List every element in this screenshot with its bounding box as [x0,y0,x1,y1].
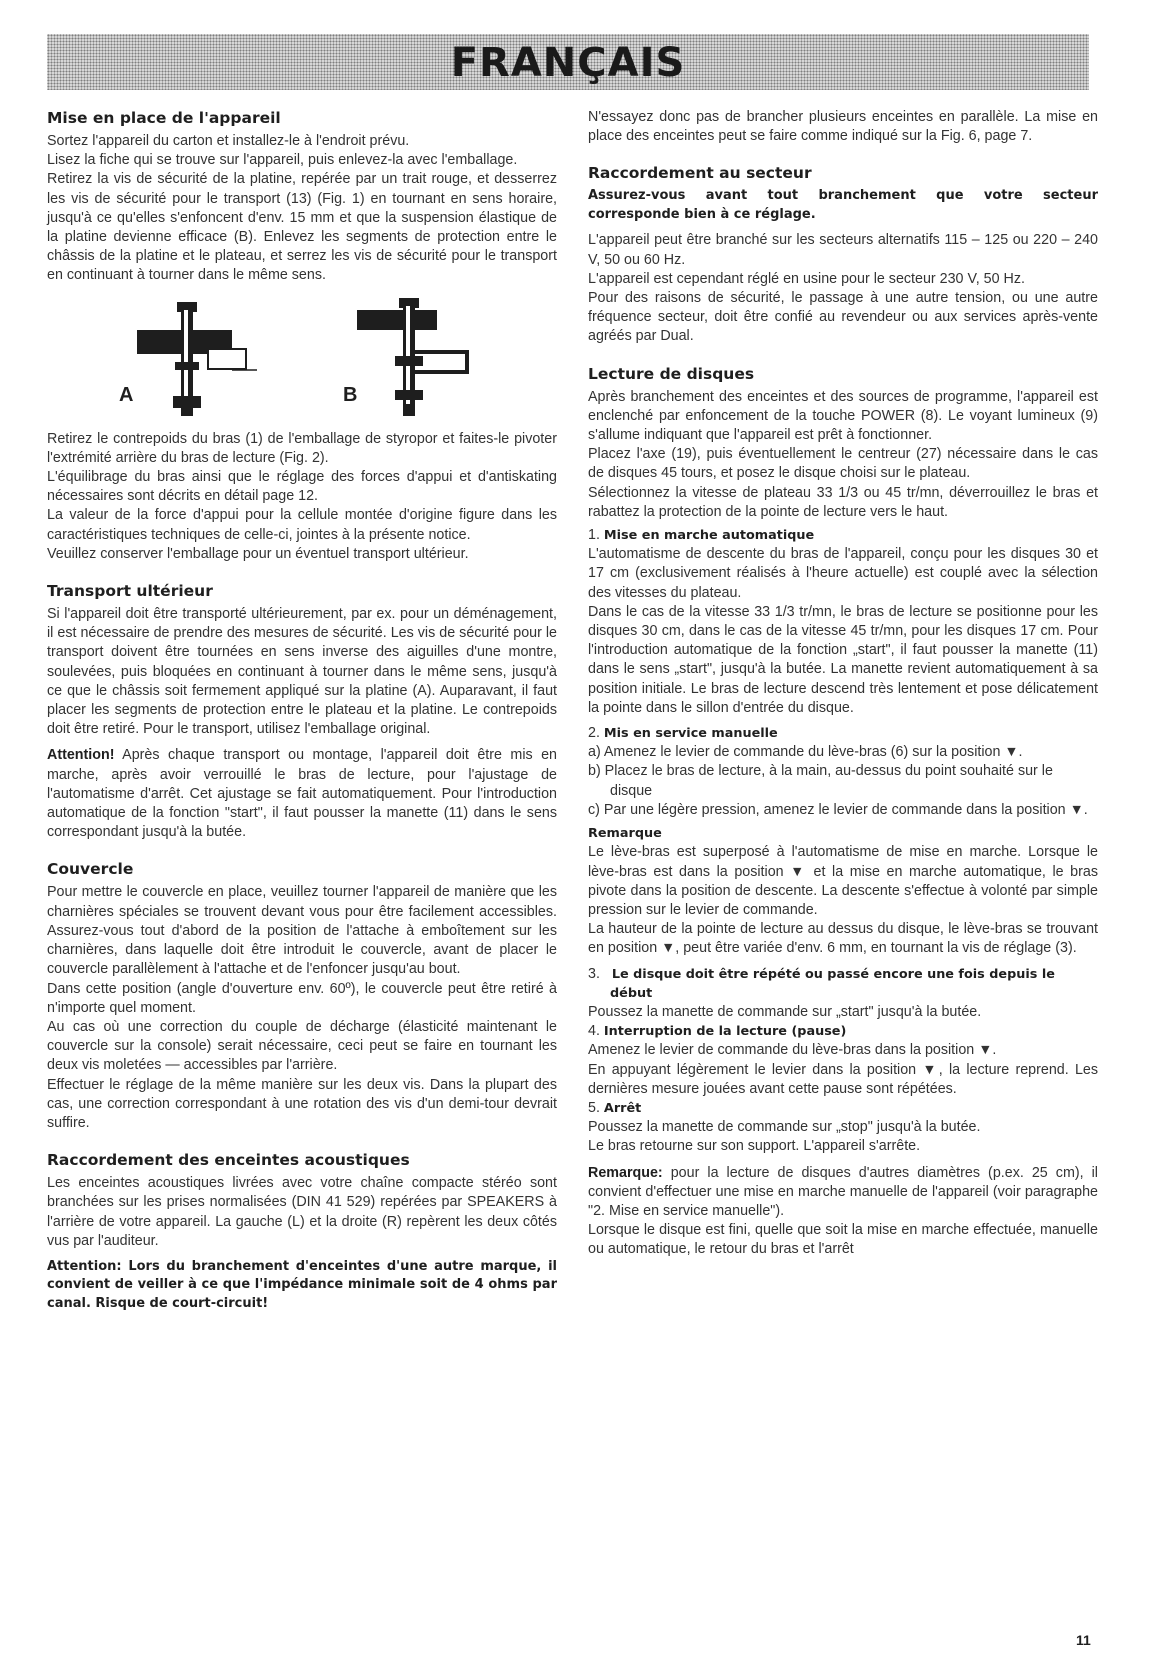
figure-label-b: B [343,383,358,406]
figure-a-screw-illustration [137,300,257,418]
attention-text: Après chaque transport ou montage, l'appareil doit être mis en marche, après avoir verrouillé le bras de lecture, pour l'ajustage de l'automatisme d'arrêt. Cet ajustage se fait automatiquement. Pour l'introduction automatique de la fonction "start", il faut pousser la manette (11) dans le sens correspondant jusqu'à la butée. [47,747,557,841]
paragraph: Pour des raisons de sécurité, le passage à une autre tension, ou une autre fréquence secteur, doit être confié au revendeur ou aux services après-vente agréés par Dual. [588,290,1098,345]
paragraph-attention [47,746,557,842]
section-couvercle [47,859,557,1133]
header-banner [47,34,1089,90]
paragraph: Effectuer le réglage de la même manière sur les deux vis. Dans la plupart des cas, une correction correspondant à une rotation des vis d'un demi-tour devrait suffire. [47,1076,557,1131]
subheading-1 [588,526,1098,545]
attention-label: Attention! [47,747,115,764]
paragraph: Amenez le levier de commande du lève-bras dans la position ▼. [588,1042,997,1059]
paragraph: Si l'appareil doit être transporté ultérieurement, par ex. pour un déménagement, il est nécessaire de prendre des mesures de sécurité. Les vis de sécurité pour le transport doivent être tournées en sens inverse des aiguilles d'une montre, soulevées, puis bloquées en continuant à tourner dans le même sens, jusqu'à ce que le châssis soit fermement appliqué sur la platine (A). Auparavant, il faut placer les segments de protection entre le plateau et la platine. Le contrepoids doit être retiré. Pour le transport, utilisez l'emballage original. [47,606,557,738]
paragraph-remark [588,1164,1098,1222]
paragraph: Lorsque le disque est fini, quelle que soit la mise en marche effectuée, manuelle ou automatique, le retour du bras et l'arrêt [588,1222,1098,1258]
figure-transport-screws [47,298,557,422]
subheading-text: Mise en marche automatique [603,528,815,544]
section-heading: Raccordement des enceintes acoustiques [47,1151,410,1170]
subheading-number: 1. [588,527,600,544]
remark-label [588,824,1098,843]
paragraph: L'appareil peut être branché sur les secteurs alternatifs 115 – 125 ou 220 – 240 V, 50 ou 60 Hz. [588,232,1098,268]
paragraph: L'automatisme de descente du bras de l'appareil, conçu pour les disques 30 et 17 cm (exclusivement réalisés à l'heure actuelle) est couplé avec la sélection des vitesses du plateau. [588,546,1098,601]
subheading-number: 4. [588,1023,600,1040]
paragraph: L'équilibrage du bras ainsi que le réglage des forces d'appui et d'antiskating nécessaires sont décrits en détail page 12. [47,469,557,505]
remark-label: Remarque: [588,1164,663,1181]
page-number: 11 [1076,1632,1091,1648]
subheading-number: 2. [588,725,600,742]
remark-heading: Remarque [588,826,662,842]
figure-label-a: A [119,383,134,406]
paragraph: La valeur de la force d'appui pour la cellule montée d'origine figure dans les caractéristiques techniques de celle-ci, jointes à la présente notice. [47,507,557,543]
section-transport [47,581,557,842]
subheading-4 [588,1022,1098,1041]
paragraph: Le bras retourne sur son support. L'appareil s'arrête. [588,1138,921,1155]
subheading-number: 5. [588,1099,600,1116]
paragraph: Lisez la fiche qui se trouve sur l'appareil, puis enlevez-la avec l'emballage. [47,152,518,169]
paragraph: Retirez la vis de sécurité de la platine, repérée par un trait rouge, et desserrez les vis de sécurité pour le transport (13) (Fig. 1) en tournant en sens horaire, jusqu'à ce qu'elles s'enfoncent d'env. 15 mm et que la suspension élastique de la platine devienne efficace (B). Enlevez les segments de protection entre le châssis de la platine et le plateau, et serrez les vis de sécurité pour le transport en continuant à tourner dans le même sens. [47,171,557,284]
section-heading: Transport ultérieur [47,582,213,601]
paragraph: La hauteur de la pointe de lecture au dessus du disque, le lève-bras se trouvant en position ▼, peut être variée d'env. 6 mm, en tournant la vis de réglage (3). [588,921,1098,957]
paragraph: Le lève-bras est superposé à l'automatisme de mise en marche. Lorsque le lève-bras est dans la position ▼ et la mise en marche automatique, le bras pivote dans la position de descente. La descente s'effectue à volonté par simple pression sur le levier de commande. [588,844,1098,918]
remark-text: pour la lecture de disques d'autres diamètres (p.ex. 25 cm), il convient d'effectuer une mise en marche manuelle de l'appareil (voir paragraphe "2. Mise en service manuelle"). [588,1164,1098,1219]
section-continuation [588,108,1098,146]
paragraph: Les enceintes acoustiques livrées avec votre chaîne compacte stéréo sont branchées sur les prises normalisées (DIN 41 529) repérées par SPEAKERS à l'arrière de votre appareil. La gauche (L) et la droite (R) repèrent les deux côtés vus par l'auditeur. [47,1175,557,1249]
paragraph: Poussez la manette de commande sur „stop" jusqu'à la butée. [588,1119,981,1136]
list-item: b) Placez le bras de lecture, à la main, au-dessus du point souhaité sur le disque [588,763,1053,799]
paragraph: Veuillez conserver l'emballage pour un éventuel transport ultérieur. [47,545,469,562]
paragraph: Poussez la manette de commande sur „start" jusqu'à la butée. [588,1003,982,1020]
right-column [588,108,1098,1277]
paragraph: L'appareil est cependant réglé en usine pour le secteur 230 V, 50 Hz. [588,270,1025,287]
section-heading: Couvercle [47,860,134,879]
subheading-text: Interruption de la lecture (pause) [603,1024,847,1040]
paragraph: Pour mettre le couvercle en place, veuillez tourner l'appareil de manière que les charnières spéciales se trouvent devant vous pour être facilement accessibles. Assurez-vous tout d'abord de la position de l'attache à emboîtement sur les charnières, dans laquelle doit être introduit le couvercle, avant de placer le couvercle parallèlement à l'attache et de l'enfoncer jusqu'au bout. [47,884,557,978]
paragraph: Placez l'axe (19), puis éventuellement le centreur (27) nécessaire dans le cas de disques 45 tours, et posez le disque choisi sur le plateau. [588,446,1098,482]
section-heading: Mise en place de l'appareil [47,109,281,127]
paragraph: Sélectionnez la vitesse de plateau 33 1/3 ou 45 tr/mn, déverrouillez le bras et rabattez la protection de la pointe de lecture vers le haut. [588,484,1098,520]
list-item: c) Par une légère pression, amenez le levier de commande dans la position ▼. [588,801,1088,818]
section-lecture [588,364,1098,1260]
warning-text: Attention: Lors du branchement d'enceintes d'une autre marque, il convient de veiller à ce que l'impédance minimale soit de 4 ohms par canal. Risque de court-circuit! [47,1258,557,1311]
subheading-5 [588,1099,1098,1118]
paragraph: Dans le cas de la vitesse 33 1/3 tr/mn, le bras de lecture se positionne pour les disques 30 cm, dans le cas de la vitesse 45 tr/mn, pour les disques 17 cm. Pour l'introduction automatique de la fonction „start", il faut pousser la manette (11) dans le sens „start", jusqu'à la butée. La manette revient automatiquement à sa position initiale. Le bras de lecture descend très lentement et pose délicatement la pointe dans le sillon d'entrée du disque. [588,603,1098,716]
subheading-number: 3. [588,965,600,982]
warning-text: Assurez-vous avant tout branchement que votre secteur corresponde bien à ce réglage. [588,188,1098,222]
subheading-text: Arrêt [603,1100,642,1116]
section-mise-en-place [47,108,557,564]
paragraph: En appuyant légèrement le levier dans la position ▼, la lecture reprend. Les dernières mesure jouées avant cette pause sont répétées. [588,1061,1098,1097]
paragraph: Au cas où une correction du couple de décharge (élasticité maintenant le couvercle sur la console) serait nécessaire, ceci peut se faire en tournant les deux vis moletées — accessibles par l'arrière. [47,1018,557,1074]
paragraph: N'essayez donc pas de brancher plusieurs enceintes en parallèle. La mise en place des enceintes peut se faire comme indiqué sur la Fig. 6, page 7. [588,109,1098,145]
paragraph: Après branchement des enceintes et des sources de programme, l'appareil est enclenché par enfoncement de la touche POWER (8). Le voyant lumineux (9) s'allume indiquant que l'appareil est prêt à fonctionner. [588,388,1098,444]
section-enceintes [47,1150,557,1313]
left-column [47,108,557,1330]
section-secteur [588,163,1098,346]
paragraph: Dans cette position (angle d'ouverture env. 60º), le couvercle peut être retiré à n'importe quel moment. [47,980,557,1016]
section-heading: Raccordement au secteur [588,164,812,183]
page-title: FRANÇAIS [450,40,686,86]
subheading-3 [588,965,1098,1003]
subheading-text: Le disque doit être répété ou passé encore une fois depuis le début [610,966,1055,1001]
subheading-2 [588,724,1098,743]
section-heading: Lecture de disques [588,364,755,383]
paragraph: Sortez l'appareil du carton et installez-le à l'endroit prévu. [47,133,410,149]
subheading-text: Mis en service manuelle [603,726,778,742]
figure-b-screw-illustration [357,298,487,418]
list-item: a) Amenez le levier de commande du lève-bras (6) sur la position ▼. [588,744,1023,761]
paragraph: Retirez le contrepoids du bras (1) de l'emballage de styropor et faites-le pivoter l'extrémité arrière du bras de lecture (Fig. 2). [47,430,557,466]
